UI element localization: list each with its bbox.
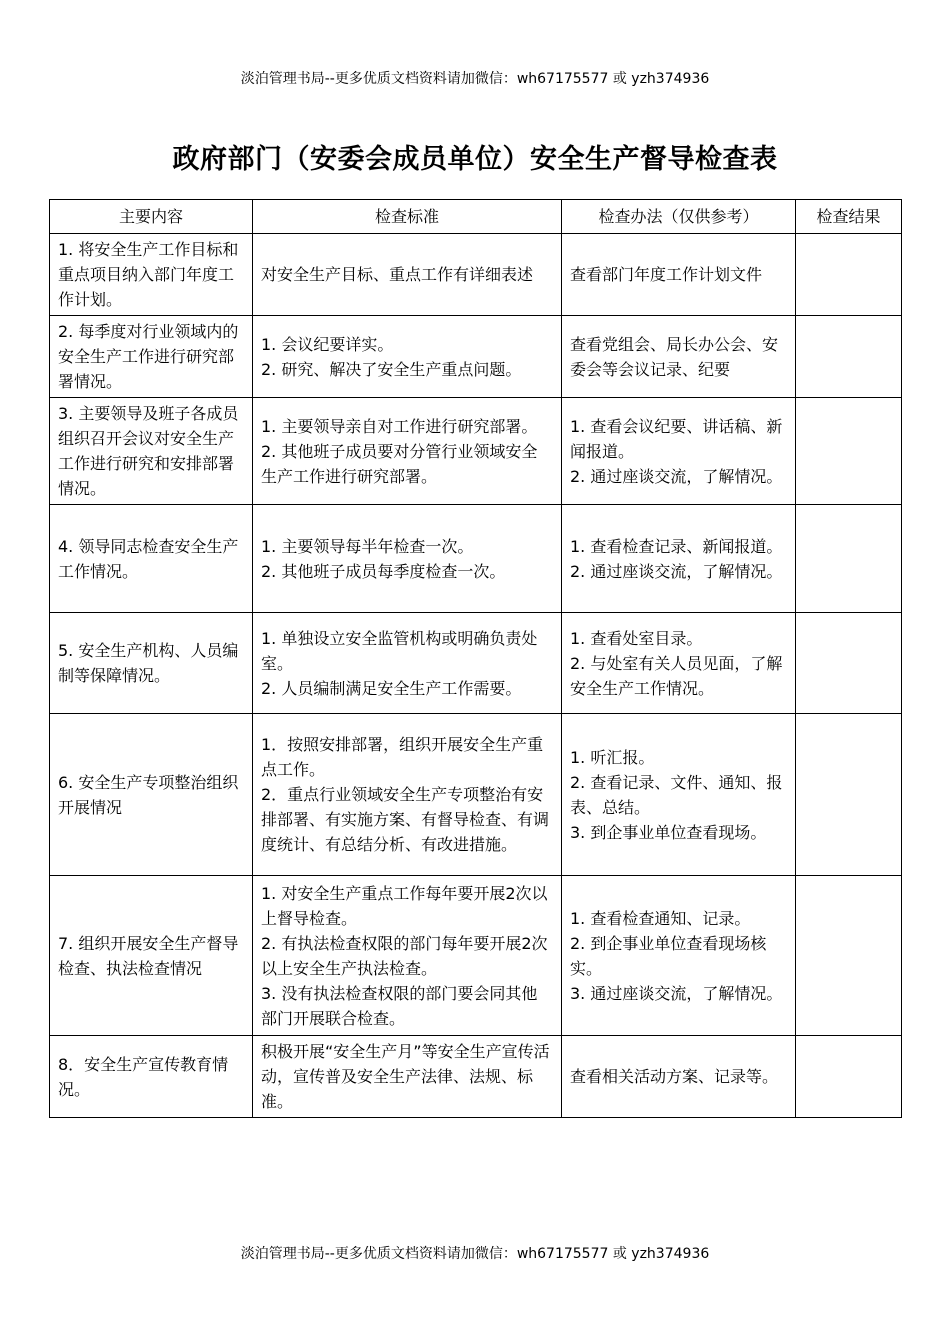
method-line: 2. 通过座谈交流，了解情况。 — [570, 561, 783, 581]
table-row — [50, 505, 902, 613]
cell-standard — [253, 876, 562, 1036]
method-line: 查看党组会、局长办公会、安委会等会议记录、纪要 — [570, 334, 779, 379]
cell-main-content: 1. 将安全生产工作目标和重点项目纳入部门年度工作计划。 — [50, 234, 253, 316]
standard-line: 2. 其他班子成员要对分管行业领域安全生产工作进行研究部署。 — [261, 441, 538, 486]
standard-line: 3. 没有执法检查权限的部门要会同其他部门开展联合检查。 — [261, 983, 538, 1028]
cell-standard — [253, 234, 562, 316]
standard-line: 1．按照安排部署，组织开展安全生产重点工作。 — [261, 735, 544, 779]
method-line: 查看相关活动方案、记录等。 — [570, 1067, 779, 1086]
standard-line: 2．重点行业领域安全生产专项整治有安排部署、有实施方案、有督导检查、有调度统计、有总结分析、有改进措施。 — [261, 785, 550, 854]
cell-method — [562, 234, 796, 316]
cell-method — [562, 398, 796, 505]
cell-method — [562, 505, 796, 613]
standard-line: 积极开展“安全生产月”等安全生产宣传活动，宣传普及安全生产法律、法规、标准。 — [261, 1042, 550, 1111]
method-line: 1. 查看检查记录、新闻报道。 — [570, 536, 783, 556]
cell-standard — [253, 316, 562, 398]
cell-method — [562, 613, 796, 714]
cell-standard — [253, 505, 562, 613]
table-row — [50, 398, 902, 505]
cell-result[interactable] — [796, 714, 902, 876]
table-row — [50, 613, 902, 714]
method-line: 2. 到企事业单位查看现场核实。 — [570, 933, 767, 978]
cell-result[interactable] — [796, 613, 902, 714]
cell-method — [562, 316, 796, 398]
cell-result[interactable] — [796, 1036, 902, 1118]
cell-method — [562, 714, 796, 876]
table-row — [50, 1036, 902, 1118]
cell-method — [562, 876, 796, 1036]
cell-result[interactable] — [796, 316, 902, 398]
method-line: 3. 到企事业单位查看现场。 — [570, 822, 767, 842]
method-line: 3. 通过座谈交流，了解情况。 — [570, 983, 783, 1003]
cell-main-content: 7. 组织开展安全生产督导检查、执法检查情况 — [50, 876, 253, 1036]
column-header-method: 检查办法（仅供参考） — [562, 200, 796, 234]
cell-main-content: 4. 领导同志检查安全生产工作情况。 — [50, 505, 253, 613]
inspection-table — [49, 199, 902, 1118]
standard-line: 1. 主要领导每半年检查一次。 — [261, 536, 474, 556]
method-line: 1. 查看处室目录。 — [570, 628, 703, 648]
page-header: 淡泊管理书局--更多优质文档资料请加微信：wh67175577 或 yzh374936 — [240, 71, 710, 87]
standard-line: 2. 其他班子成员每季度检查一次。 — [261, 561, 506, 581]
method-line: 2. 与处室有关人员见面，了解安全生产工作情况。 — [570, 653, 783, 698]
cell-result[interactable] — [796, 234, 902, 316]
cell-standard — [253, 714, 562, 876]
cell-main-content: 2. 每季度对行业领域内的安全生产工作进行研究部署情况。 — [50, 316, 253, 398]
cell-result[interactable] — [796, 876, 902, 1036]
cell-method — [562, 1036, 796, 1118]
table-header-row — [50, 200, 902, 234]
standard-line: 1. 主要领导亲自对工作进行研究部署。 — [261, 416, 538, 436]
cell-result[interactable] — [796, 505, 902, 613]
cell-standard — [253, 1036, 562, 1118]
method-line: 查看部门年度工作计划文件 — [570, 265, 763, 284]
column-header-standard: 检查标准 — [253, 200, 562, 234]
standard-line: 2. 人员编制满足安全生产工作需要。 — [261, 678, 522, 698]
table-row — [50, 316, 902, 398]
standard-line: 对安全生产目标、重点工作有详细表述 — [261, 265, 534, 284]
cell-main-content: 5. 安全生产机构、人员编制等保障情况。 — [50, 613, 253, 714]
cell-standard — [253, 398, 562, 505]
standard-line: 1. 对安全生产重点工作每年要开展2次以上督导检查。 — [261, 883, 548, 928]
table-body — [50, 234, 902, 1118]
table-row — [50, 876, 902, 1036]
standard-line: 2. 有执法检查权限的部门每年要开展2次以上安全生产执法检查。 — [261, 933, 548, 978]
method-line: 2. 查看记录、文件、通知、报表、总结。 — [570, 772, 783, 817]
standard-line: 1. 会议纪要详实。 — [261, 334, 394, 354]
method-line: 1. 听汇报。 — [570, 747, 655, 767]
cell-standard — [253, 613, 562, 714]
cell-result[interactable] — [796, 398, 902, 505]
standard-line: 1. 单独设立安全监管机构或明确负责处室。 — [261, 628, 538, 673]
cell-main-content: 3. 主要领导及班子各成员组织召开会议对安全生产工作进行研究和安排部署情况。 — [50, 398, 253, 505]
method-line: 1. 查看会议纪要、讲话稿、新闻报道。 — [570, 416, 783, 461]
table-row — [50, 234, 902, 316]
cell-main-content: 8．安全生产宣传教育情况。 — [50, 1036, 253, 1118]
column-header-result: 检查结果 — [796, 200, 902, 234]
table-row — [50, 714, 902, 876]
method-line: 1. 查看检查通知、记录。 — [570, 908, 751, 928]
document-title: 政府部门（安委会成员单位）安全生产督导检查表 — [172, 144, 778, 175]
method-line: 2. 通过座谈交流，了解情况。 — [570, 466, 783, 486]
column-header-content: 主要内容 — [50, 200, 253, 234]
cell-main-content: 6. 安全生产专项整治组织开展情况 — [50, 714, 253, 876]
standard-line: 2. 研究、解决了安全生产重点问题。 — [261, 359, 522, 379]
page-footer: 淡泊管理书局--更多优质文档资料请加微信：wh67175577 或 yzh374936 — [240, 1246, 710, 1262]
